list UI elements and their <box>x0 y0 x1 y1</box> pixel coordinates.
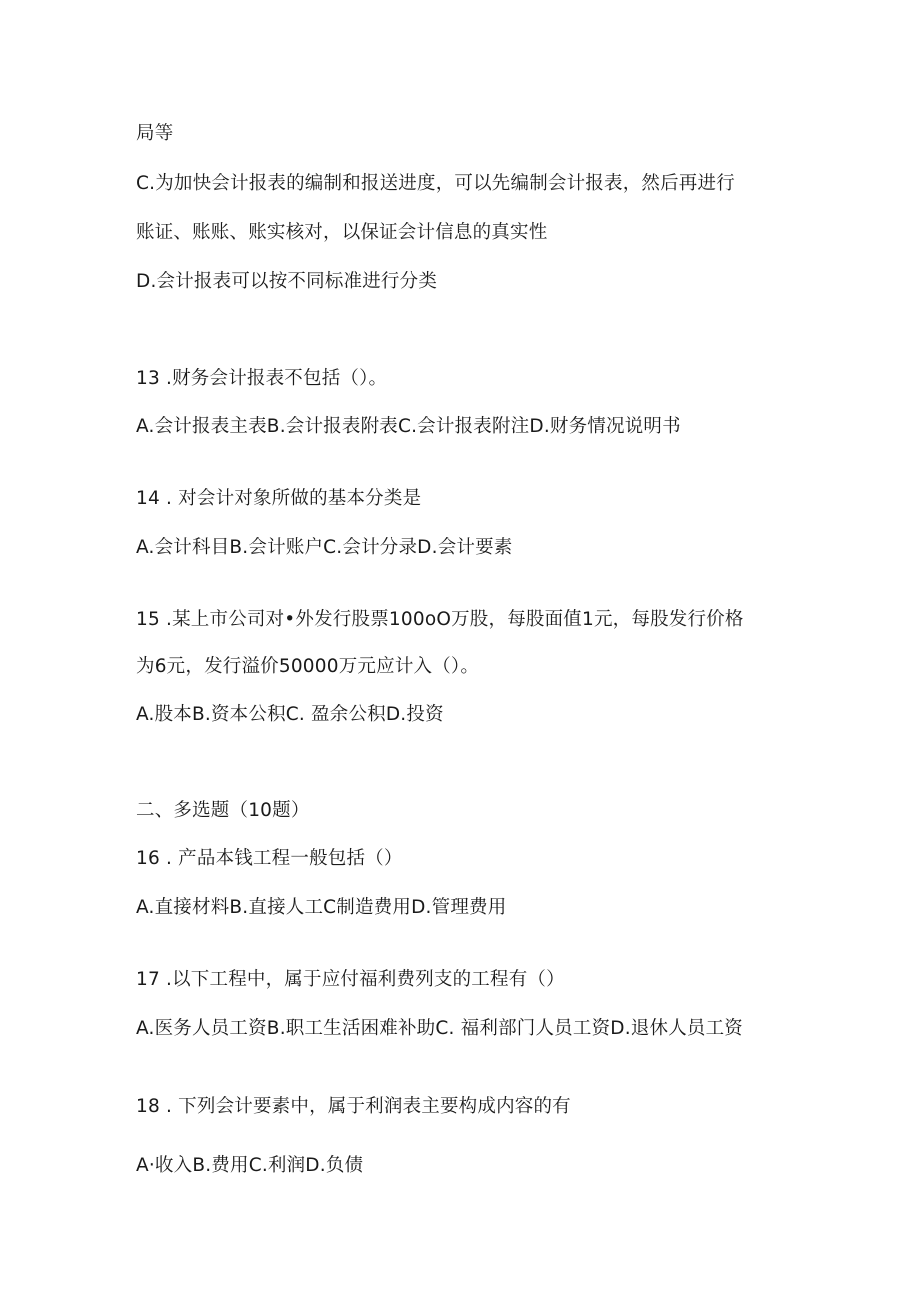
question-13: 13 .财务会计报表不包括（）。 <box>136 368 388 389</box>
question-14: 14 . 对会计对象所做的基本分类是 <box>136 488 422 509</box>
question-17: 17 .以下工程中，属于应付福利费列支的工程有（） <box>136 969 565 990</box>
question-16: 16 . 产品本钱工程一般包括（） <box>136 848 403 869</box>
text-line-continuation: 局等 <box>136 123 174 144</box>
question-18-options: A·收入B.费用C.利润D.负债 <box>136 1155 364 1176</box>
section-heading: 二、多选题（10题） <box>136 800 310 821</box>
question-16-options: A.直接材料B.直接人工C制造费用D.管理费用 <box>136 897 507 918</box>
question-15-options: A.股本B.资本公积C. 盈余公积D.投资 <box>136 704 444 725</box>
question-15-line-2: 为6元，发行溢价50000万元应计入（）。 <box>136 656 480 677</box>
question-18: 18 . 下列会计要素中，属于利润表主要构成内容的有 <box>136 1096 571 1117</box>
question-14-options: A.会计科目B.会计账户C.会计分录D.会计要素 <box>136 537 513 558</box>
option-d-line: D.会计报表可以按不同标准进行分类 <box>136 271 438 292</box>
question-17-options: A.医务人员工资B.职工生活困难补助C. 福利部门人员工资D.退休人员工资 <box>136 1018 743 1039</box>
question-15-line-1: 15 .某上市公司对•外发行股票100oO万股，每股面值1元，每股发行价格 <box>136 609 744 630</box>
option-c-line-2: 账证、账账、账实核对，以保证会计信息的真实性 <box>136 222 548 243</box>
option-c-line-1: C.为加快会计报表的编制和报送进度，可以先编制会计报表，然后再进行 <box>136 173 735 194</box>
question-13-options: A.会计报表主表B.会计报表附表C.会计报表附注D.财务情况说明书 <box>136 416 681 437</box>
